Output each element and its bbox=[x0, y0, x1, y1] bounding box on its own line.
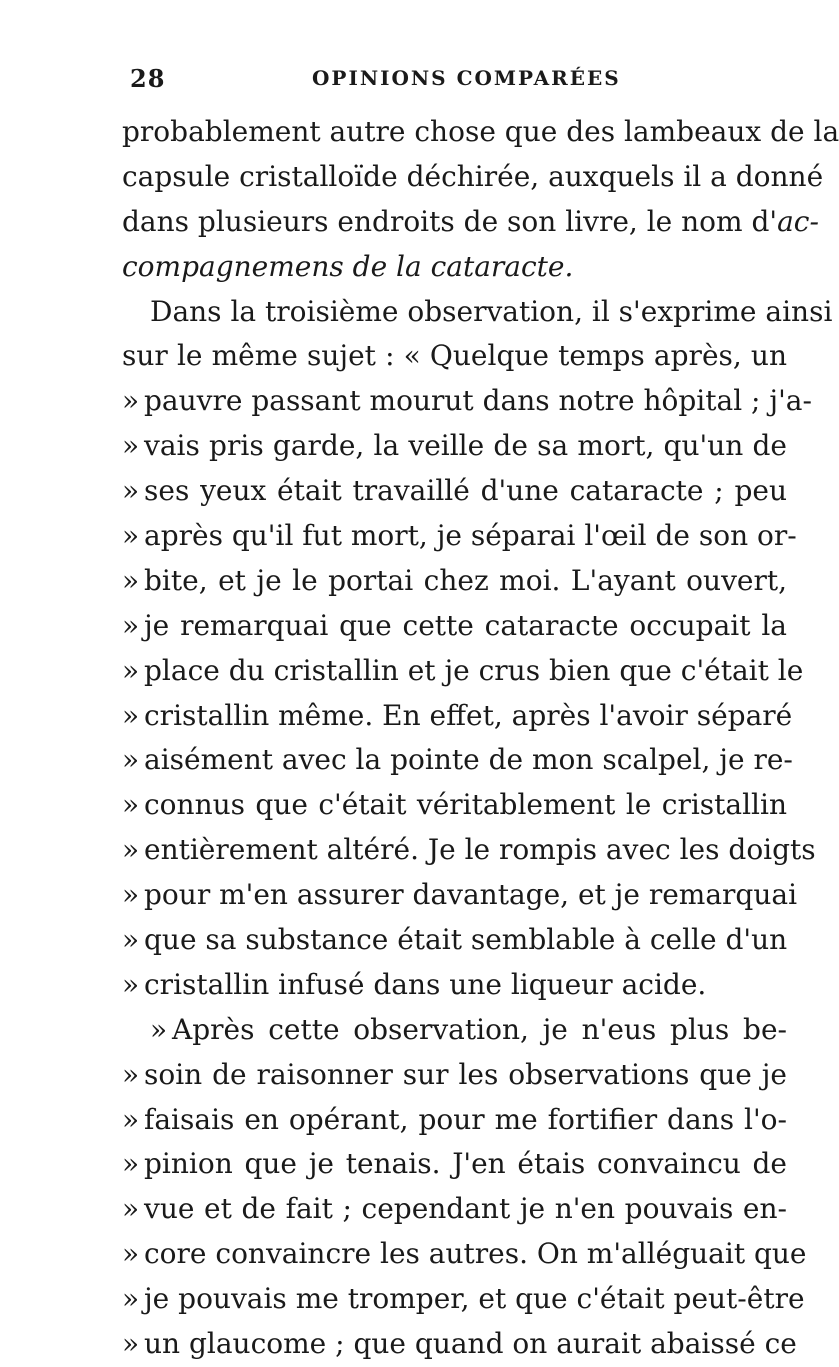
quote-mark: » bbox=[150, 1012, 168, 1046]
text-line: » soin de raisonner sur les observations que je bbox=[122, 1053, 787, 1098]
text-line: Dans la troisième observation, il s'exprime ainsi bbox=[150, 294, 833, 328]
text-line: » aisément avec la pointe de mon scalpel, je re- bbox=[122, 738, 787, 783]
text-line: » place du cristallin et je crus bien que c'était le bbox=[122, 649, 787, 694]
text-line: » je remarquai que cette cataracte occupait la bbox=[122, 604, 787, 649]
quote-mark: » bbox=[122, 1282, 140, 1316]
text-line: » entièrement altéré. Je le rompis avec les doigts bbox=[122, 828, 787, 873]
text-line: » pinion que je tenais. J'en étais convaincu de bbox=[122, 1142, 787, 1187]
italic-term: ac- bbox=[777, 204, 819, 238]
text-line: » cristallin infusé dans une liqueur acide. bbox=[122, 963, 787, 1008]
quote-mark: » bbox=[122, 519, 140, 553]
text-line: » Après cette observation, je n'eus plus be- bbox=[122, 1008, 787, 1053]
quote-mark: » bbox=[122, 1102, 140, 1136]
text-line: » faisais en opérant, pour me fortifier dans l'o- bbox=[122, 1098, 787, 1143]
quote-mark: » bbox=[122, 1192, 140, 1226]
quote-mark: » bbox=[122, 608, 140, 642]
quote-mark: » bbox=[122, 878, 140, 912]
page-header bbox=[0, 64, 800, 104]
text-line: » ses yeux était travaillé d'une cataracte ; peu bbox=[122, 469, 787, 514]
quote-mark: » bbox=[122, 1057, 140, 1091]
text-line: probablement autre chose que des lambeaux de la bbox=[122, 115, 839, 148]
text-line: capsule cristalloïde déchirée, auxquels il a donné bbox=[122, 159, 824, 193]
running-head: OPINIONS COMPARÉES bbox=[312, 66, 621, 90]
quote-mark: » bbox=[122, 384, 140, 418]
quote-mark: » bbox=[122, 698, 140, 732]
text-line: sur le même sujet : « Quelque temps après, un bbox=[122, 339, 787, 373]
text-line: » je pouvais me tromper, et que c'était peut-être bbox=[122, 1277, 787, 1322]
body-text bbox=[122, 110, 839, 1367]
text-line: » pour m'en assurer davantage, et je remarquai bbox=[122, 873, 787, 918]
text-line: » bite, et je le portai chez moi. L'ayant ouvert, bbox=[122, 559, 787, 604]
quote-mark: » bbox=[122, 1147, 140, 1181]
text-line: » cristallin même. En effet, après l'avoir séparé bbox=[122, 694, 787, 739]
text-line: » un glaucome ; que quand on aurait abaissé ce bbox=[122, 1322, 787, 1367]
quote-mark: » bbox=[122, 429, 140, 463]
text-line bbox=[122, 245, 787, 290]
quote-mark: » bbox=[122, 1237, 140, 1271]
text-line: » vue et de fait ; cependant je n'en pouvais en- bbox=[122, 1187, 787, 1232]
text-line: » pauvre passant mourut dans notre hôpital ; j'a- bbox=[122, 379, 787, 424]
quote-mark: » bbox=[122, 1327, 140, 1361]
text-line: » connus que c'était véritablement le cristallin bbox=[122, 783, 787, 828]
quote-mark: » bbox=[122, 743, 140, 777]
quote-mark: » bbox=[122, 833, 140, 867]
text-line: » core convaincre les autres. On m'alléguait que bbox=[122, 1232, 787, 1277]
quote-mark: » bbox=[122, 563, 140, 597]
quote-mark: » bbox=[122, 967, 140, 1001]
quote-mark: » bbox=[122, 923, 140, 957]
quote-mark: » bbox=[122, 653, 140, 687]
text-line: » vais pris garde, la veille de sa mort, qu'un de bbox=[122, 424, 787, 469]
quote-mark: » bbox=[122, 474, 140, 508]
quote-mark: » bbox=[122, 788, 140, 822]
italic-term: compagnemens de la cataracte. bbox=[122, 249, 574, 283]
text-line: » que sa substance était semblable à celle d'un bbox=[122, 918, 787, 963]
page-number: 28 bbox=[130, 64, 166, 93]
text-line: dans plusieurs endroits de son livre, le nom d'ac- bbox=[122, 204, 819, 238]
text-line: » après qu'il fut mort, je séparai l'œil de son or- bbox=[122, 514, 787, 559]
